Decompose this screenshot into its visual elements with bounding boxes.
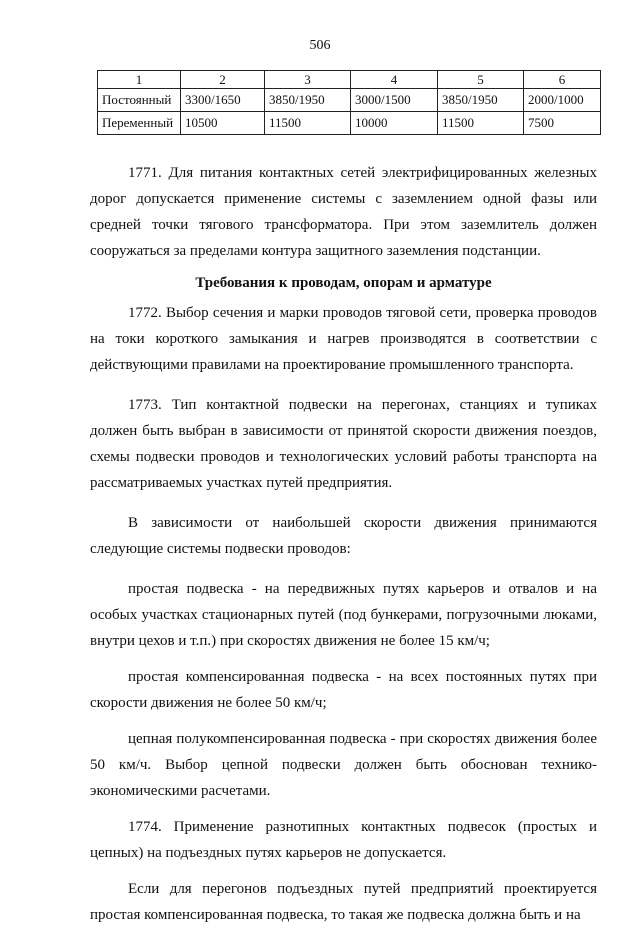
paragraph-simple-suspension: простая подвеска - на передвижных путях карьеров и отвалов и на особых участках стационарных путей (под бункерами, погрузочными люками, внутри цехов и т.п.) при скоростях движения не более 15 км/ч; bbox=[90, 581, 597, 649]
table-cell: Постоянный bbox=[98, 89, 181, 112]
table-cell: 3300/1650 bbox=[181, 89, 265, 112]
section-heading: Требования к проводам, опорам и арматуре bbox=[195, 275, 492, 291]
paragraph-1774: 1774. Применение разнотипных контактных подвесок (простых и цепных) на подъездных путях карьеров не допускается. bbox=[90, 819, 597, 861]
table-cell: 7500 bbox=[524, 112, 601, 135]
table-cell: 10000 bbox=[351, 112, 438, 135]
paragraph-speed-systems: В зависимости от наибольшей скорости движения принимаются следующие системы подвески проводов: bbox=[90, 515, 597, 557]
paragraph-1773: 1773. Тип контактной подвески на перегонах, станциях и тупиках должен быть выбран в зависимости от принятой скорости движения поездов, схемы подвески проводов и технологических условий работы транспорта на рассматриваемых участках путей предприятия. bbox=[90, 397, 597, 491]
table-header-row bbox=[98, 71, 601, 89]
table-header-cell: 2 bbox=[181, 71, 265, 89]
table-cell: 3850/1950 bbox=[438, 89, 524, 112]
paragraph-1772: 1772. Выбор сечения и марки проводов тяговой сети, проверка проводов на токи короткого замыкания и нагрев производятся в соответствии с действующими правилами на проектирование промышленного транспорта. bbox=[90, 305, 597, 373]
voltage-table bbox=[97, 70, 601, 135]
table-header-cell: 5 bbox=[438, 71, 524, 89]
paragraph-1771: 1771. Для питания контактных сетей электрифицированных железных дорог допускается применение системы с заземлением одной фазы или средней точки тягового трансформатора. При этом заземлитель должен сооружаться за пределами контура защитного заземления подстанции. bbox=[90, 165, 597, 259]
paragraph-last: Если для перегонов подъездных путей предприятий проектируется простая компенсированная подвеска, то такая же подвеска должна быть и на bbox=[90, 881, 597, 923]
table-cell: 10500 bbox=[181, 112, 265, 135]
table-cell: 11500 bbox=[438, 112, 524, 135]
body-text bbox=[90, 160, 597, 928]
table-cell: 11500 bbox=[265, 112, 351, 135]
table-row bbox=[98, 89, 601, 112]
table-row bbox=[98, 112, 601, 135]
table-header-cell: 6 bbox=[524, 71, 601, 89]
table-cell: 3850/1950 bbox=[265, 89, 351, 112]
paragraph-chain-suspension: цепная полукомпенсированная подвеска - при скоростях движения более 50 км/ч. Выбор цепной подвески должен быть обоснован технико-экономическими расчетами. bbox=[90, 731, 597, 799]
page-number: 506 bbox=[309, 38, 331, 53]
table-header-cell: 4 bbox=[351, 71, 438, 89]
table-cell: 2000/1000 bbox=[524, 89, 601, 112]
table-header-cell: 1 bbox=[98, 71, 181, 89]
paragraph-compensated-suspension: простая компенсированная подвеска - на всех постоянных путях при скорости движения не более 50 км/ч; bbox=[90, 669, 597, 711]
table-header-cell: 3 bbox=[265, 71, 351, 89]
table-cell: 3000/1500 bbox=[351, 89, 438, 112]
table-cell: Переменный bbox=[98, 112, 181, 135]
